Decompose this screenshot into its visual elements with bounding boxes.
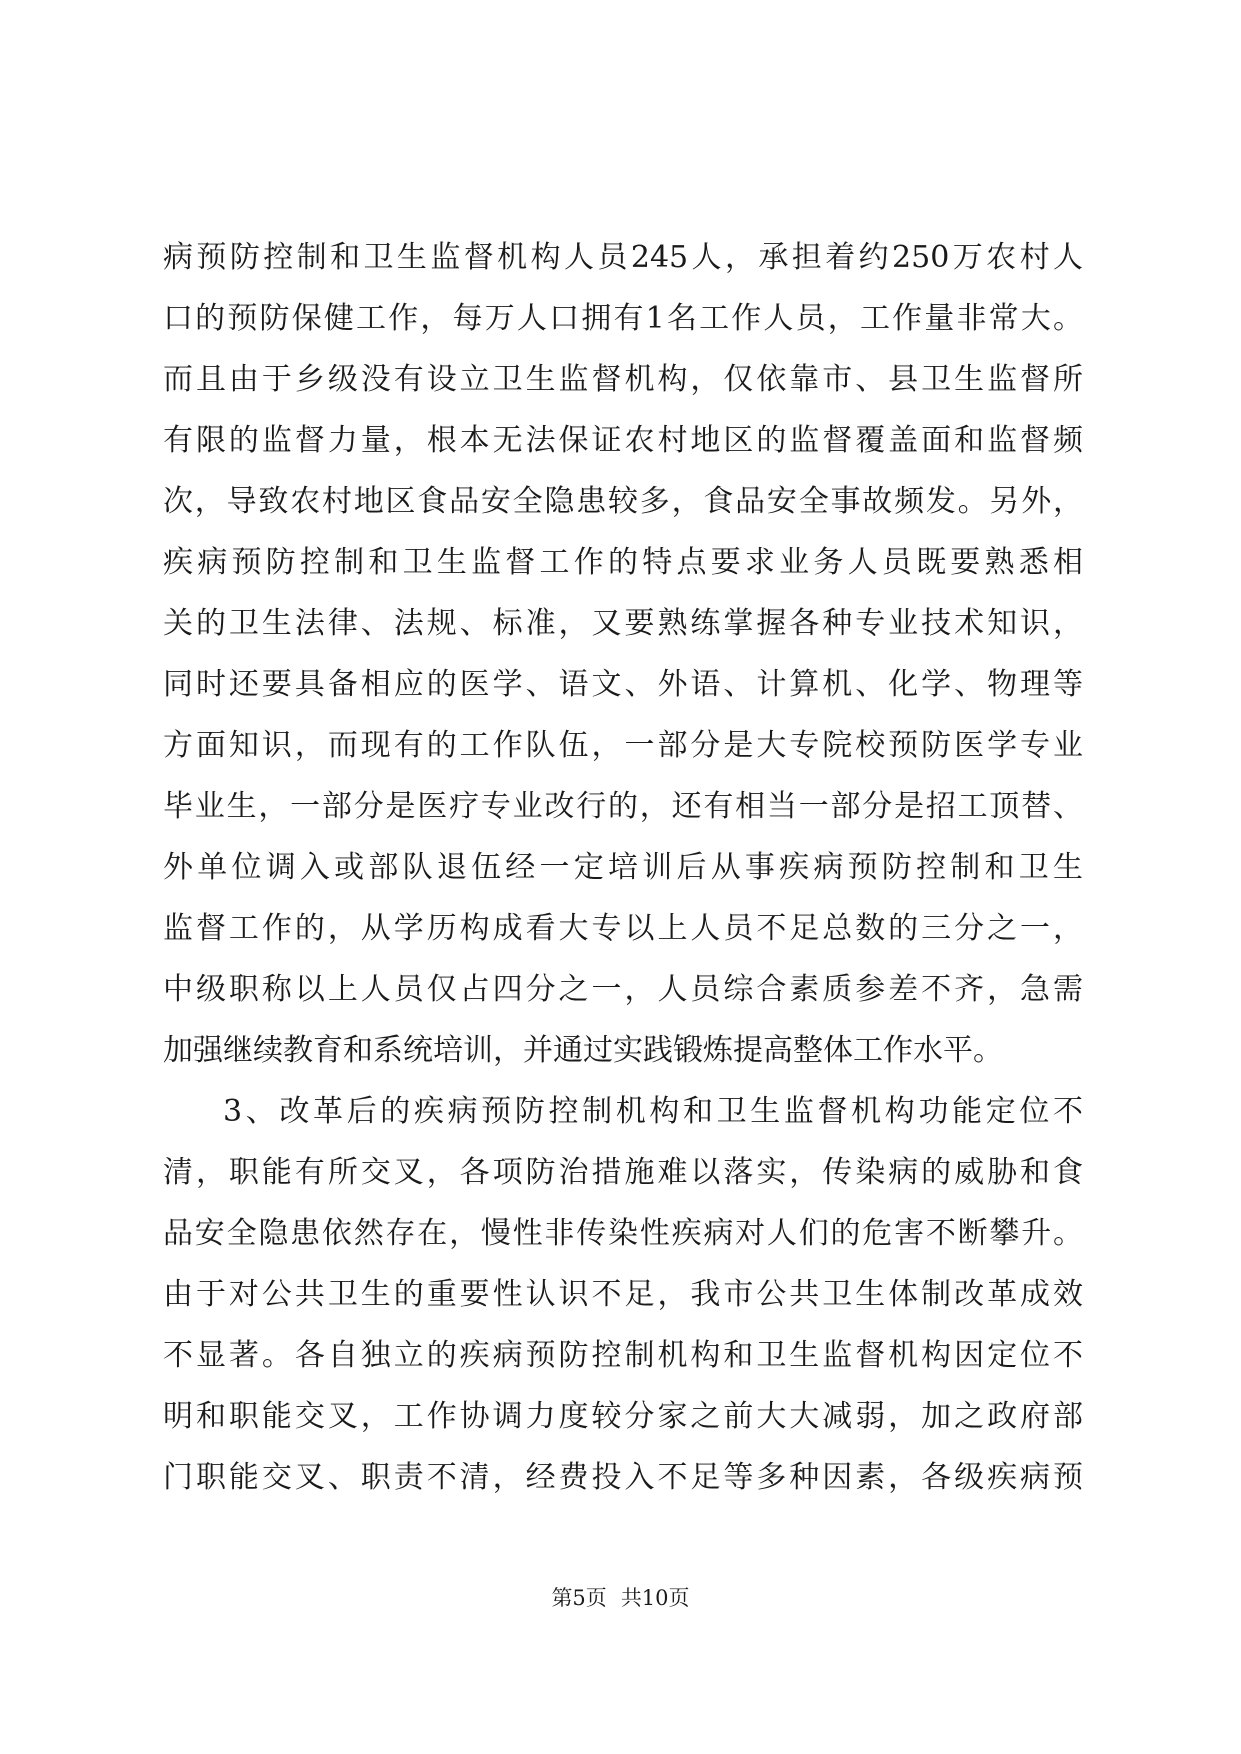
page-total: 共10页	[620, 1586, 690, 1610]
text-line: 方面知识，而现有的工作队伍，一部分是大专院校预防医学专业	[163, 728, 1083, 763]
body-text	[163, 227, 1083, 1508]
text-line: 病预防控制和卫生监督机构人员245人，承担着约250万农村人	[163, 240, 1083, 275]
text-line: 次，导致农村地区食品安全隐患较多，食品安全事故频发。另外，	[163, 484, 1083, 519]
page-footer	[0, 1583, 1241, 1613]
text-line: 毕业生，一部分是医疗专业改行的，还有相当一部分是招工顶替、	[163, 789, 1083, 824]
text-line: 门职能交叉、职责不清，经费投入不足等多种因素，各级疾病预	[163, 1460, 1083, 1495]
text-line: 清，职能有所交叉，各项防治措施难以落实，传染病的威胁和食	[163, 1155, 1083, 1190]
text-line: 监督工作的，从学历构成看大专以上人员不足总数的三分之一，	[163, 911, 1083, 946]
text-line: 有限的监督力量，根本无法保证农村地区的监督覆盖面和监督频	[163, 423, 1083, 458]
text-line: 3、改革后的疾病预防控制机构和卫生监督机构功能定位不	[223, 1094, 1083, 1129]
page-number: 第5页	[551, 1586, 607, 1610]
text-line: 关的卫生法律、法规、标准，又要熟练掌握各种专业技术知识，	[163, 606, 1083, 641]
text-line: 品安全隐患依然存在，慢性非传染性疾病对人们的危害不断攀升。	[163, 1216, 1083, 1251]
text-line: 口的预防保健工作，每万人口拥有1名工作人员，工作量非常大。	[163, 301, 1083, 336]
text-line: 加强继续教育和系统培训，并通过实践锻炼提高整体工作水平。	[163, 1033, 1003, 1068]
text-line: 而且由于乡级没有设立卫生监督机构，仅依靠市、县卫生监督所	[163, 362, 1083, 397]
text-line: 不显著。各自独立的疾病预防控制机构和卫生监督机构因定位不	[163, 1338, 1083, 1373]
text-line: 外单位调入或部队退伍经一定培训后从事疾病预防控制和卫生	[163, 850, 1083, 885]
text-line: 明和职能交叉，工作协调力度较分家之前大大减弱，加之政府部	[163, 1399, 1083, 1434]
text-line: 由于对公共卫生的重要性认识不足，我市公共卫生体制改革成效	[163, 1277, 1083, 1312]
text-line: 同时还要具备相应的医学、语文、外语、计算机、化学、物理等	[163, 667, 1083, 702]
text-line: 疾病预防控制和卫生监督工作的特点要求业务人员既要熟悉相	[163, 545, 1083, 580]
text-line: 中级职称以上人员仅占四分之一，人员综合素质参差不齐，急需	[163, 972, 1083, 1007]
